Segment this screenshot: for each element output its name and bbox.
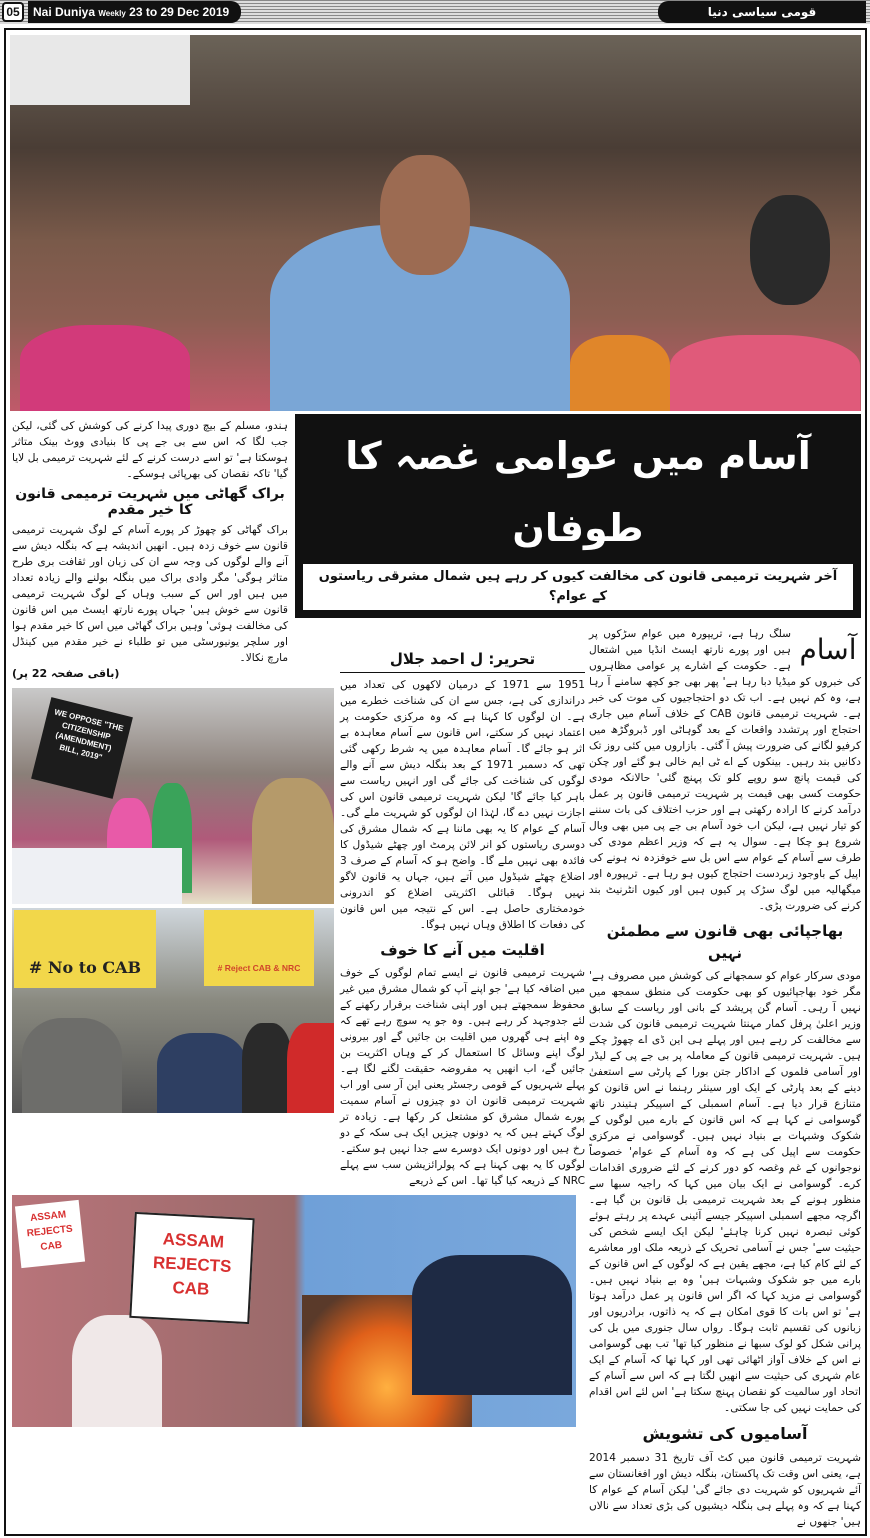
minority-fear-text: شہریت ترمیمی قانون نے ایسے تمام لوگوں کے خوف میں اضافہ کیا ہے' جو اپنے آپ کو شمال مشرق میں غیر محفوظ سمجھتے ہیں اور اپنی شناخت برقرار رکھنے کے لئے جدوجہد کر رہے ہیں۔ وہ جو یہ سوچ رہے تھے کہ وہ اپنے ہی گھروں میں اقلیت بن جائیں گے اور بیرونی لوگ اپنے وسائل کا استعمال کر کے وہاں اکثریت بن جائیں گے، اب انھیں یہ مفروضہ حقیقت لگنے لگا ہے۔ پہلے شہریوں کے قومی رجسٹر یعنی این آر سی اور اب شہریت ترمیمی قانون ان دو چیزوں نے آسام سمیت پورے شمال مشرق کو مشتعل کر رکھا ہے۔ زیادہ تر لوگ کہتے ہیں کہ یہ دونوں چیزیں ایک ہی سکہ کے دو رخ ہیں اور دونوں ایک دوسرے سے جدا نہیں ہو سکتے۔ لوگوں کا یہ بھی کہنا ہے کہ پولرائزیشن سب سے پہلے NRC کے ذریعہ کیا گیا تھا۔ اس کے ذریعے <box>340 967 585 1187</box>
right-column <box>589 626 861 1530</box>
masthead <box>28 1 241 23</box>
section-name: قومی سیاسی دنیا <box>658 1 866 23</box>
byline: تحریر: ل احمد جلال <box>389 650 536 668</box>
bjp-unhappy-heading: بھاجپائی بھی قانون سے مطمئن نہیں <box>606 922 844 962</box>
continued-note: (باقی صفحہ 22 پر) <box>12 667 120 680</box>
dropcap: آسام <box>799 633 857 666</box>
headline-subtitle: آخر شہریت ترمیمی قانون کی مخالفت کیوں کر رہے ہیں شمال مشرقی ریاستوں کے عوام؟ <box>303 564 853 610</box>
right-intro-text: سلگ رہا ہے، تریپورہ میں عوام سڑکوں پر ہیں اور پورے نارتھ ایسٹ انڈیا میں اشتعال ہے۔ حکومت کے اشارے پر عوامی مظاہروں کی خبروں کو میڈیا دبا رہا ہے' پھر بھی جو کچھ سامنے آ رہا ہے، وہ کم نہیں ہے۔ اب تک دو احتجاجیوں کی موت کی خبر ہے۔ شہریت ترمیمی قانون CAB کے خلاف آسام میں جاری احتجاج اور پرتشدد واقعات کے بعد گوہاٹی اور ڈبروگڑھ میں کرفیو لگانے کی ضرورت پیش آ گئی۔ بازاروں میں کئی روز تک دکانیں بند رہیں۔ بینکوں کے اے ٹی ایم خالی ہو گئے اور چکن کی قیمت پانچ سو روپے کلو تک پہنچ گئی' حالانکہ مودی حکومت کسی بھی قیمت پر شہریت ترمیمی قانون پر عمل درآمد کرنے کا ارادہ رکھتی ہے اور حزب اختلاف کی بات سننے کو تیار نہیں ہے، لیکن اب خود آسام بی جے پی میں بھی وبال شروع ہو چکا ہے۔ سوال یہ ہے کہ وزیر اعظم مودی کی طرف سے آسام کے عوام سے اس بل سے خوفزدہ نہ ہونے کی اپیل کے باوجود زبردست احتجاج کیوں ہو رہا ہے۔ تریپورہ اور میگھالیہ میں لوگ سڑک پر کیوں ہیں اور کیوں انٹرنیٹ بند کرنے کی ضرورت پڑی۔ <box>589 628 862 912</box>
no-to-cab-protest-photo <box>12 908 334 1113</box>
assam-rejects-cab-small-sign: ASSAM REJECTS CAB <box>15 1200 85 1268</box>
citizenship-bill-protest-photo <box>12 688 334 904</box>
crowd-protest-photo <box>10 35 861 411</box>
barak-valley-heading: براک گھاٹی میں شہریت ترمیمی قانون کا خیر مقدم <box>15 486 285 518</box>
bjp-unhappy-text: مودی سرکار عوام کو سمجھانے کی کوشش میں مصروف ہے' مگر خود بھاجپائیوں کو بھی حکومت کی منطق سمجھ میں نہیں آ رہی۔ آسام گن پریشد کے بانی اور ریاست کے سابق وزیر اعلیٰ پرفل کمار مہنتا شہریت ترمیمی قانون کی شدت سے مخالفت کر رہے ہیں اور پہلے ہی این ڈی اے چھوڑ چکے ہیں۔ شہریت ترمیمی قانون کے معاملہ پر بی جے پی کے لیڈر اور آسامی فلموں کے اداکار جتن بورا کے پارٹی سے استعفیٰ دینے کے بعد پارٹی کے ایک اور سینئر رہنما نے اس قانون کو متنازع قرار دیا ہے۔ آسام اسمبلی کے اسپیکر ہتیندر ناتھ گوسوامی نے کہا ہے کہ اس قانون کے بارے میں لوگوں کے شکوک وشبہات بے بنیاد نہیں ہیں۔ گوسوامی نے مرکزی حکومت سے اپیل کی ہے کہ وہ آسام کے عوام' خصوصاً نوجوانوں کے غم وغصہ کو دور کرنے کے لئے ضروری اقدامات کرے۔ گوسوامی نے ایک بیان میں کہا کہ راجیہ سبھا سے منظور ہونے کے بعد شہریت ترمیمی بل قانون بن گیا ہے۔ اگرچہ مجھے اسمبلی اسپیکر جیسے آئینی عہدے پر رہتے ہوئے کوئی تبصرہ نہیں کرنا چاہئے' لیکن ایک ایسے شخص کی حیثیت سے' جس نے آسامی تحریک کے ذریعہ ملک اور معاشرے کے لئے کام کیا ہے، مجھے یقین ہے کہ لوگوں کے اس قانون کے بارے میں جو شکوک وشبہات ہیں' وہ بے بنیاد نہیں ہیں۔ گوسوامی نے مزید کہا کہ اگر اس قانون پر عمل درآمد ہوتا ہے' تو اس بات کا قوی امکان ہے کہ یہ ذاتوں، برادریوں اور زبانوں کی تقسیم ثابت ہوگا۔ رواں سال جنوری میں بل کی پرانی شکل کو لوک سبھا نے منظور کیا تھا' تب بھی گوسوامی نے اس کے خلاف آواز اٹھائی تھی اور کہا تھا کہ آسام کے ایک عام شہری کی حیثیت سے انھیں لگتا ہے کہ اس سے آسام کے اتحاد اور سالمیت کو نقصان پہنچ سکتا ہے' اس لئے اس اقدام کی حمایت نہیں کی جا سکتی۔ <box>589 970 861 1414</box>
reject-cab-nrc-sign: # Reject CAB & NRC <box>204 910 314 986</box>
middle-article-text: 1951 سے 1971 کے درمیان لاکھوں کی تعداد میں دراندازی کی ہے، جس سے ان کی شناخت خطرے میں ہے۔ ان لوگوں کا کہنا ہے کہ وہ مرکزی حکومت پر اعتماد نہیں کر سکتے، اس قانون سے آسام معاہدہ بے اثر ہو جائے گا۔ آسام معاہدہ میں یہ شرط رکھی گئی تھی کہ دسمبر 1971 کے بعد بنگلہ دیش سے آنے والے لوگوں کی شناخت کی جائے گی اور انہیں ریاست سے باہر کیا جائے گا' لیکن شہریت ترمیمی قانون اس کی اجازت نہیں دے گا، لہٰذا ان لوگوں کو شہریت ملے گی۔ آسام کے عوام کا یہ بھی ماننا ہے کہ شمال مشرق کی دوسری ریاستوں کو انر لائن پرمٹ اور چھٹے شیڈول کا فائدہ بھی نہیں ملے گا۔ واضح ہو کہ آسام کے صرف 3 اضلاع چھٹے شیڈول میں آتے ہیں، جہاں یہ قانون لاگو نہیں ہوگا۔ قبائلی اکثریتی اضلاع کو اندرونی خودمختاری حاصل ہے۔ اس کے نتیجہ میں اس قانون کی دفعات کا اطلاق وہاں نہیں ہوگا۔ <box>340 679 585 931</box>
middle-column <box>340 648 585 1189</box>
assam-rejects-cab-sign: ASSAM REJECTS CAB <box>129 1212 254 1324</box>
assamese-concern-text: شہریت ترمیمی قانون میں کٹ آف تاریخ 31 دسمبر 2014 ہے، یعنی اس وقت تک پاکستان، بنگلہ دیش اور افغانستان سے آئے شہریوں کو شہریت دی جائے گی' لیکن آسام کے عوام کا کہنا ہے کہ وہ پہلے ہی بنگلہ دیشیوں کی بڑی تعداد سے نالاں ہیں' جنھوں نے <box>589 1452 861 1528</box>
page-number: 05 <box>2 2 24 22</box>
citizenship-bill-sign: WE OPPOSE "THE CITIZENSHIP (AMENDMENT) BILL, 2019" <box>31 697 133 799</box>
minority-fear-heading: اقلیت میں آنے کا خوف <box>380 941 545 959</box>
issue-dates: 23 to 29 Dec 2019 <box>129 5 230 19</box>
edition: Weekly <box>98 9 126 18</box>
assam-rejects-cab-photo <box>12 1195 576 1427</box>
byline-rule <box>340 672 585 673</box>
no-to-cab-sign: # No to CAB <box>14 910 156 988</box>
assamese-concern-heading: آسامیوں کی تشویش <box>642 1424 808 1443</box>
headline-box <box>295 414 861 618</box>
publication-name: Nai Duniya <box>33 5 96 19</box>
right-intro <box>589 626 861 914</box>
headline-title: آسام میں عوامی غصہ کا طوفان <box>345 434 811 550</box>
page-header-bar <box>0 0 870 24</box>
barak-valley-text: براک گھاٹی کو چھوڑ کر پورے آسام کے لوگ شہریت ترمیمی قانون سے خوف زدہ ہیں۔ انھیں اندیشہ ہے کہ بنگلہ دیش سے آنے والے لوگوں کی وجہ سے ان کی زبان اور ثقافت بری طرح متاثر ہوگی' مگر وادی براک میں بنگلہ بولنے والے زیادہ تعداد میں ہیں اور اس کے سبب وہاں کے لوگ شہریت ترمیمی قانون سے خوش ہیں' جہاں پورے نارتھ ایسٹ میں اس قانون کی مخالفت ہوئی' وہیں براک گھاٹی میں اس کا خیر مقدم ہوا اور سلچر یونیورسٹی میں تو طلباء نے خیر مقدم میں کینڈل مارچ نکالا۔ <box>12 524 288 664</box>
left-column <box>12 418 334 1113</box>
left-intro-text: ہندو، مسلم کے بیچ دوری پیدا کرنے کی کوشش کی گئی، لیکن جب لگا کہ اس سے بی جے پی کا بنیادی ووٹ بینک متاثر ہوسکتا ہے' تو اسے درست کرنے کے لئے شہریت ترمیمی بل لایا گیا' تاکہ نقصان کی بھرپائی ہوسکے۔ <box>12 420 288 480</box>
